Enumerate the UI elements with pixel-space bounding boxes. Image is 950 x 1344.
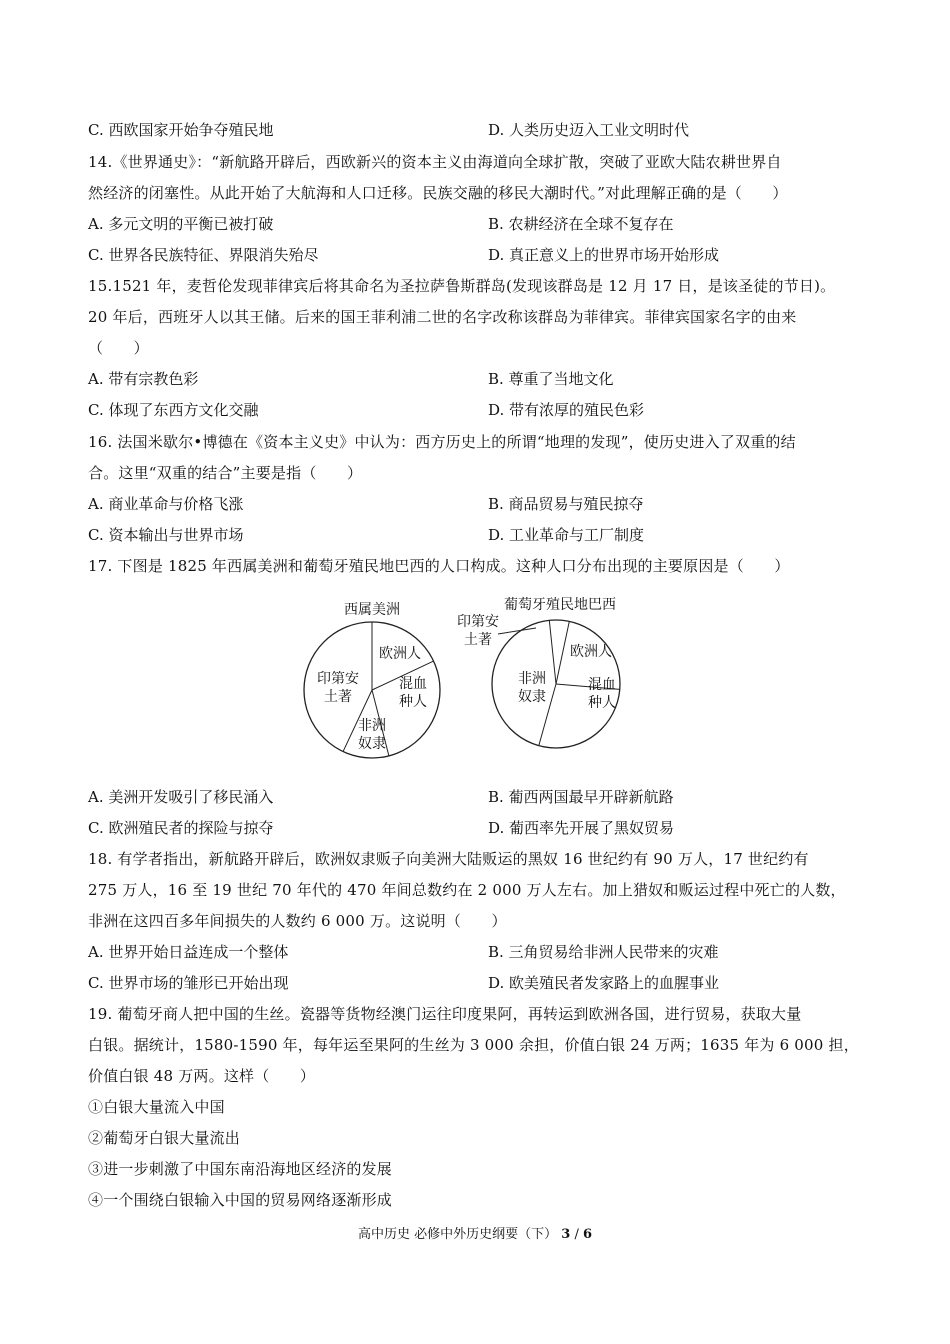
footer-page-number: 3 (561, 1227, 571, 1242)
q14-option-a[interactable]: A. 多元文明的平衡已被打破 (88, 215, 274, 233)
q17-options-ab (88, 787, 878, 807)
q19-statement-3[interactable]: ③进一步刺激了中国东南沿海地区经济的发展 (88, 1160, 393, 1178)
q19-stem-line2: 白银。据统计，1580-1590 年，每年运至果阿的生丝为 3 000 余担，价值白银 24 万两；1635 年为 6 000 担， (88, 1036, 859, 1054)
q18-option-d[interactable]: D. 欧美殖民者发家路上的血腥事业 (488, 974, 720, 992)
q15-stem-line3: （ ） (88, 339, 149, 357)
q16-option-a[interactable]: A. 商业革命与价格飞涨 (88, 495, 244, 513)
q18-option-c[interactable]: C. 世界市场的雏形已开始出现 (88, 974, 289, 992)
q16-stem-line2: 合。这里“双重的结合”主要是指（ ） (88, 464, 363, 482)
q19-statement-1[interactable]: ①白银大量流入中国 (88, 1098, 225, 1116)
q14-stem-line1: 14.《世界通史》：“新航路开辟后，西欧新兴的资本主义由海道向全球扩散，突破了亚欧大陆农耕世界自 (88, 153, 782, 171)
q15-option-d[interactable]: D. 带有浓厚的殖民色彩 (488, 401, 645, 419)
q17-option-a[interactable]: A. 美洲开发吸引了移民涌入 (88, 788, 274, 806)
q19-statement-4[interactable]: ④一个围绕白银输入中国的贸易网络逐渐形成 (88, 1191, 393, 1209)
q14-options-cd (88, 245, 878, 265)
q15-stem-line1: 15.1521 年，麦哲伦发现菲律宾后将其命名为圣拉萨鲁斯群岛(发现该群岛是 12 月 17 日，是该圣徒的节日)。 (88, 277, 836, 295)
pie-label-0-3: 印第安土著 (317, 671, 359, 705)
q17-option-d[interactable]: D. 葡西率先开展了黑奴贸易 (488, 819, 675, 837)
q13-option-c[interactable]: C. 西欧国家开始争夺殖民地 (88, 121, 274, 139)
page-footer (0, 1226, 950, 1244)
population-pie-charts (300, 592, 640, 764)
q18-options-ab (88, 942, 878, 962)
q16-stem-line1: 16. 法国米歇尔•博德在《资本主义史》中认为：西方历史上的所谓“地理的发现”，使历史进入了双重的结 (88, 433, 796, 451)
pie-slice-1-0 (556, 621, 569, 684)
q19-stem-line3: 价值白银 48 万两。这样（ ） (88, 1067, 316, 1085)
q14-option-d[interactable]: D. 真正意义上的世界市场开始形成 (488, 246, 720, 264)
pie-title-1: 葡萄牙殖民地巴西 (504, 597, 616, 613)
q18-stem-line3: 非洲在这四百多年间损失的人数约 6 000 万。这说明（ ） (88, 912, 507, 930)
q15-option-a[interactable]: A. 带有宗教色彩 (88, 370, 199, 388)
pie-label-1-3: 印第安土著 (457, 614, 499, 648)
pie-label-0-2: 非洲奴隶 (358, 718, 386, 752)
q18-stem-line1: 18. 有学者指出，新航路开辟后，欧洲奴隶贩子向美洲大陆贩运的黑奴 16 世纪约有 90 万人，17 世纪约有 (88, 850, 809, 868)
pie-label-0-1: 混血种人 (399, 676, 427, 710)
q17-option-c[interactable]: C. 欧洲殖民者的探险与掠夺 (88, 819, 274, 837)
q16-option-d[interactable]: D. 工业革命与工厂制度 (488, 526, 645, 544)
q19-statement-2[interactable]: ②葡萄牙白银大量流出 (88, 1129, 241, 1147)
pie-title-0: 西属美洲 (344, 602, 400, 618)
q17-options-cd (88, 818, 878, 838)
q15-options-cd (88, 400, 878, 420)
pie-label-1-1: 混血种人 (588, 677, 616, 711)
q14-options-ab (88, 214, 878, 234)
pie-charts-svg (300, 592, 640, 764)
q18-options-cd (88, 973, 878, 993)
footer-separator: / (570, 1227, 583, 1242)
q16-option-c[interactable]: C. 资本输出与世界市场 (88, 526, 244, 544)
pie-label-1-2: 非洲奴隶 (518, 671, 546, 705)
q17-stem-line1: 17. 下图是 1825 年西属美洲和葡萄牙殖民地巴西的人口构成。这种人口分布出现的主要原因是（ ） (88, 557, 790, 575)
q15-option-c[interactable]: C. 体现了东西方文化交融 (88, 401, 259, 419)
q14-option-c[interactable]: C. 世界各民族特征、界限消失殆尽 (88, 246, 319, 264)
q16-option-b[interactable]: B. 商品贸易与殖民掠夺 (488, 495, 644, 513)
footer-subject: 高中历史 必修中外历史纲要（下） (357, 1227, 558, 1242)
q14-stem-line2: 然经济的闭塞性。从此开始了大航海和人口迁移。民族交融的移民大潮时代。”对此理解正确的是（ ） (88, 184, 788, 202)
q16-options-cd (88, 525, 878, 545)
q13-option-d[interactable]: D. 人类历史迈入工业文明时代 (488, 121, 690, 139)
q18-option-a[interactable]: A. 世界开始日益连成一个整体 (88, 943, 289, 961)
pie-label-0-0: 欧洲人 (379, 646, 421, 662)
q14-option-b[interactable]: B. 农耕经济在全球不复存在 (488, 215, 674, 233)
footer-page-total: 6 (582, 1227, 593, 1242)
q19-stem-line1: 19. 葡萄牙商人把中国的生丝。瓷器等货物经澳门运往印度果阿，再转运到欧洲各国，进行贸易，获取大量 (88, 1005, 802, 1023)
q15-stem-line2: 20 年后，西班牙人以其王储。后来的国王菲利浦二世的名字改称该群岛为菲律宾。菲律宾国家名字的由来 (88, 308, 797, 326)
q13-options-cd (88, 120, 878, 140)
q15-option-b[interactable]: B. 尊重了当地文化 (488, 370, 614, 388)
q16-options-ab (88, 494, 878, 514)
pie-slice-1-3 (549, 620, 556, 684)
q15-options-ab (88, 369, 878, 389)
q18-option-b[interactable]: B. 三角贸易给非洲人民带来的灾难 (488, 943, 719, 961)
pie-label-1-0: 欧洲人 (570, 644, 612, 660)
q17-option-b[interactable]: B. 葡西两国最早开辟新航路 (488, 788, 674, 806)
q18-stem-line2: 275 万人，16 至 19 世纪 70 年代的 470 年间总数约在 2 000 万人左右。加上猎奴和贩运过程中死亡的人数， (88, 881, 846, 899)
